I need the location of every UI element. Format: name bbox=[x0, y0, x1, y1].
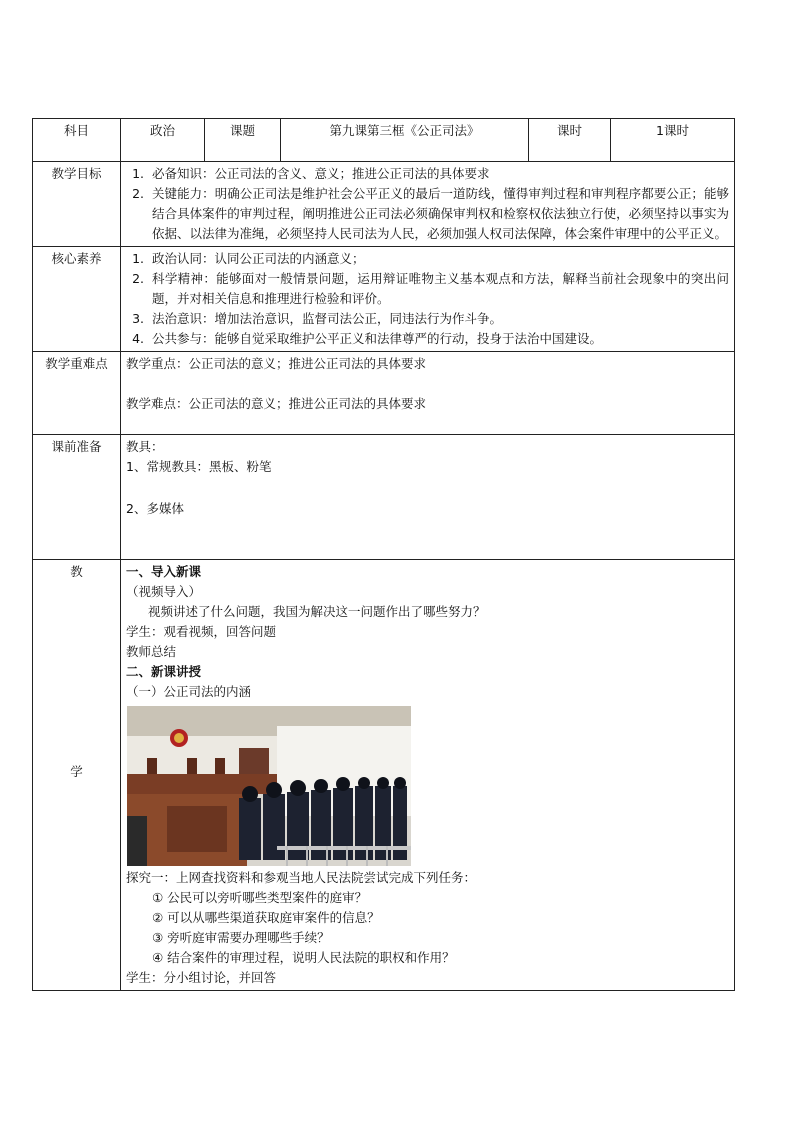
goal-item: 1. 必备知识：公正司法的含义、意义；推进公正司法的具体要求 bbox=[148, 164, 729, 184]
literacy-item: 2. 科学精神：能够面对一般情景问题，运用辩证唯物主义基本观点和方法，解释当前社会现象中的突出问题，并对相关信息和推理进行检验和评价。 bbox=[148, 269, 729, 309]
teacher-summary: 教师总结 bbox=[126, 644, 177, 659]
prep-label: 课前准备 bbox=[33, 435, 121, 560]
courtroom-photo bbox=[127, 706, 411, 866]
intro-question: 视频讲述了什么问题，我国为解决这一问题作出了哪些努力？ bbox=[148, 604, 486, 619]
hours-value: 1课时 bbox=[611, 119, 735, 162]
task-item: ① 公民可以旁听哪些类型案件的庭审？ bbox=[152, 890, 368, 905]
teaching-label-bottom: 学 bbox=[70, 764, 83, 779]
keypoints-row bbox=[33, 352, 735, 435]
student-activity: 学生：观看视频，回答问题 bbox=[126, 624, 277, 639]
difficulty-text: 教学难点：公正司法的意义；推进公正司法的具体要求 bbox=[126, 396, 427, 411]
prep-content bbox=[121, 435, 735, 560]
literacy-content bbox=[121, 247, 735, 352]
lesson-value: 第九课第三框《公正司法》 bbox=[281, 119, 529, 162]
section-heading: 二、新课讲授 bbox=[126, 664, 202, 679]
video-intro: （视频导入） bbox=[126, 584, 202, 599]
literacy-item: 1. 政治认同：认同公正司法的内涵意义； bbox=[148, 249, 729, 269]
hours-label: 课时 bbox=[529, 119, 611, 162]
lesson-plan-table bbox=[32, 118, 735, 991]
keypoints-label: 教学重难点 bbox=[33, 352, 121, 435]
prep-line: 教具： bbox=[126, 439, 164, 454]
subject-label: 科目 bbox=[33, 119, 121, 162]
prep-row bbox=[33, 435, 735, 560]
prep-line: 2、多媒体 bbox=[126, 501, 184, 516]
header-row bbox=[33, 119, 735, 162]
task-item: ④ 结合案件的审理过程，说明人民法院的职权和作用？ bbox=[152, 950, 455, 965]
teaching-row bbox=[33, 560, 735, 991]
task-item: ② 可以从哪些渠道获取庭审案件的信息？ bbox=[152, 910, 380, 925]
task-item: ③ 旁听庭审需要办理哪些手续？ bbox=[152, 930, 330, 945]
literacy-row bbox=[33, 247, 735, 352]
keypoints-content bbox=[121, 352, 735, 435]
subsection-heading: （一）公正司法的内涵 bbox=[126, 684, 252, 699]
lesson-label: 课题 bbox=[205, 119, 281, 162]
teaching-content bbox=[121, 560, 735, 991]
literacy-list bbox=[126, 249, 729, 349]
focus-text: 教学重点：公正司法的意义；推进公正司法的具体要求 bbox=[126, 356, 427, 371]
prep-line: 1、常规教具：黑板、粉笔 bbox=[126, 459, 272, 474]
goals-list bbox=[126, 164, 729, 244]
section-heading: 一、导入新课 bbox=[126, 564, 202, 579]
goals-row bbox=[33, 162, 735, 247]
literacy-item: 3. 法治意识：增加法治意识，监督司法公正，同违法行为作斗争。 bbox=[148, 309, 729, 329]
goals-label: 教学目标 bbox=[33, 162, 121, 247]
explore-task: 探究一：上网查找资料和参观当地人民法院尝试完成下列任务： bbox=[126, 870, 477, 885]
goal-item: 2. 关键能力：明确公正司法是维护社会公平正义的最后一道防线，懂得审判过程和审判程序都要公正；能够结合具体案件的审判过程，阐明推进公正司法必须确保审判权和检察权依法独立行使，必须坚持以事实为依据、以法律为准绳，必须坚持人民司法为人民，必须加强人权司法保障，体会案件审理中的公平正义。 bbox=[148, 184, 729, 244]
literacy-label: 核心素养 bbox=[33, 247, 121, 352]
goals-content bbox=[121, 162, 735, 247]
teaching-label bbox=[33, 560, 121, 991]
student-activity: 学生：分小组讨论，并回答 bbox=[126, 970, 277, 985]
teaching-label-top: 教 bbox=[70, 564, 83, 579]
subject-value: 政治 bbox=[121, 119, 205, 162]
literacy-item: 4. 公共参与：能够自觉采取维护公平正义和法律尊严的行动，投身于法治中国建设。 bbox=[148, 329, 729, 349]
